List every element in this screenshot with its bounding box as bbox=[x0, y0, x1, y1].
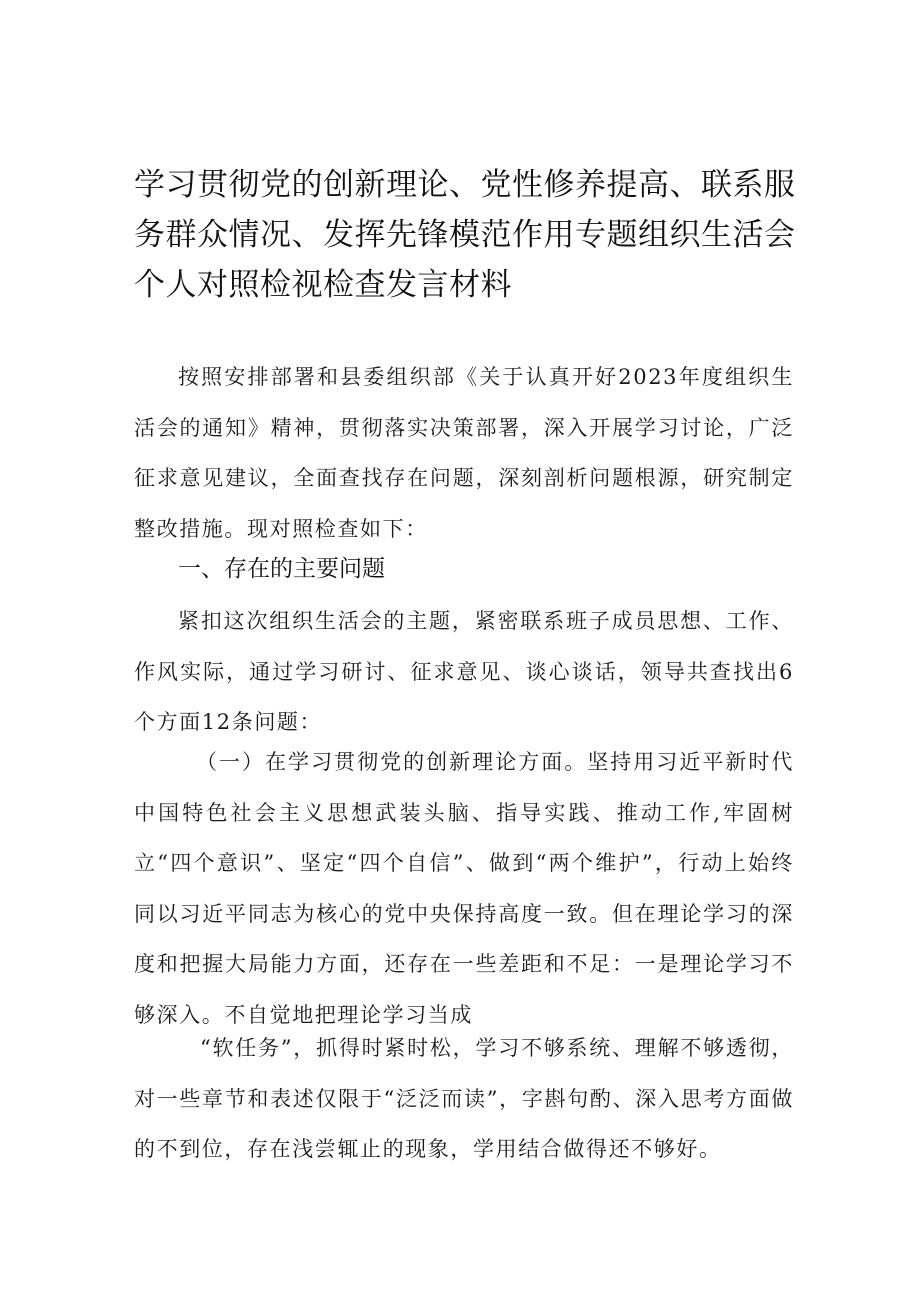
subsection-theory-continuation: “软任务”，抓得时紧时松，学习不够系统、理解不够透彻，对一些章节和表述仅限于“泛泛而读”，字斟句酌、深入思考方面做的不到位，存在浅尝辄止的现象，学用结合做得还不够好。 bbox=[134, 1036, 794, 1161]
document-title: 学习贯彻党的创新理论、党性修养提高、联系服务群众情况、发挥先锋模范作用专题组织生活会个人对照检视检查发言材料 bbox=[134, 167, 796, 303]
section-intro-paragraph: 紧扣这次组织生活会的主题，紧密联系班子成员思想、工作、作风实际，通过学习研讨、征求意见、谈心谈话，领导共查找出6个方面12条问题： bbox=[134, 609, 794, 734]
subsection-theory-paragraph: （一）在学习贯彻党的创新理论方面。坚持用习近平新时代中国特色社会主义思想武装头脑、指导实践、推动工作,牢固树立“四个意识”、坚定“四个自信”、做到“两个维护”，行动上始终同以习近平同志为核心的党中央保持高度一致。但在理论学习的深度和把握大局能力方面，还存在一些差距和不足：一是理论学习不够深入。不自觉地把理论学习当成 bbox=[134, 750, 794, 1027]
section-heading-main-problems: 一、存在的主要问题 bbox=[178, 556, 385, 582]
intro-paragraph: 按照安排部署和县委组织部《关于认真开好2023年度组织生活会的通知》精神，贯彻落实决策部署，深入开展学习讨论，广泛征求意见建议，全面查找存在问题，深刻剖析问题根源，研究制定整改措施。现对照检查如下： bbox=[134, 365, 794, 541]
